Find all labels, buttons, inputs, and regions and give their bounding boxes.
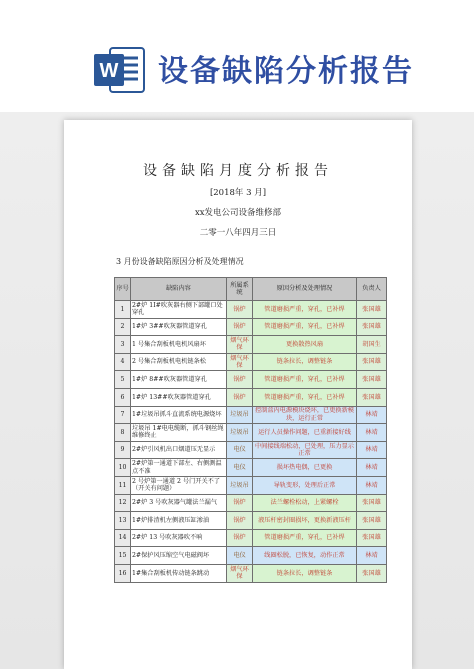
- system: 锅炉: [227, 318, 253, 336]
- analysis: 管道磨损严重，穿孔，已补焊: [253, 388, 357, 406]
- system: 锅炉: [227, 529, 253, 547]
- banner-title: 设备缺陷分析报告: [158, 54, 414, 89]
- analysis: 管道磨损严重，穿孔，已补焊: [253, 301, 357, 319]
- row-number: 7: [115, 406, 131, 424]
- defect-content: 1#炉排渣机左侧液压缸渗油: [131, 512, 227, 530]
- system: 垃圾吊: [227, 424, 253, 442]
- table-row: [115, 353, 387, 371]
- department: xx发电公司设备维修部: [194, 208, 282, 218]
- owner: 张国雄: [357, 494, 387, 512]
- defect-content: 1#炉 13##吹灰器管道穿孔: [131, 388, 227, 406]
- analysis: 运行人员操作问题，已重新接好线: [253, 424, 357, 442]
- analysis: 法兰螺栓松动，上紧螺栓: [253, 494, 357, 512]
- row-number: 11: [115, 476, 131, 494]
- header-owner: 负责人: [357, 278, 387, 301]
- table-row: [115, 529, 387, 547]
- analysis: 链条拉长，调整链条: [253, 353, 357, 371]
- analysis: 链条拉长，调整链条: [253, 564, 357, 582]
- owner: 林靖: [357, 476, 387, 494]
- owner: 张国雄: [357, 318, 387, 336]
- system: 垃圾吊: [227, 406, 253, 424]
- row-number: 16: [115, 564, 131, 582]
- table-header-row: [115, 278, 387, 301]
- table-row: [115, 547, 387, 565]
- defect-content: 1#集合刮板机传动链条跳动: [131, 564, 227, 582]
- analysis: 线圈松脱，已恢复，动作正常: [253, 547, 357, 565]
- analysis: 液压杆密封圈损坏，更换新液压杆: [253, 512, 357, 530]
- analysis: 管道磨损严重，穿孔，已补焊: [253, 318, 357, 336]
- table-row: [115, 336, 387, 354]
- defect-content: 2#炉引风机出口烟道压无显示: [131, 441, 227, 459]
- owner: 张国雄: [357, 388, 387, 406]
- defect-table: [114, 277, 387, 583]
- banner: [0, 0, 474, 112]
- analysis: 导轨变形，处理后正常: [253, 476, 357, 494]
- owner: 林靖: [357, 406, 387, 424]
- owner: 张国雄: [357, 353, 387, 371]
- owner: 张国雄: [357, 564, 387, 582]
- analysis: 管道磨损严重，穿孔，已补焊: [253, 529, 357, 547]
- row-number: 3: [115, 336, 131, 354]
- defect-content: 1#炉 8##吹灰器管道穿孔: [131, 371, 227, 389]
- system: 锅炉: [227, 494, 253, 512]
- svg-text:W: W: [99, 60, 119, 82]
- owner: 林靖: [357, 459, 387, 477]
- table-row: [115, 371, 387, 389]
- row-number: 4: [115, 353, 131, 371]
- owner: 林靖: [357, 424, 387, 442]
- system: 电仪: [227, 441, 253, 459]
- owner: 张国雄: [357, 529, 387, 547]
- table-row: [115, 301, 387, 319]
- owner: 张国雄: [357, 371, 387, 389]
- row-number: 12: [115, 494, 131, 512]
- section-title: 3 月份设备缺陷原因分析及处理情况: [116, 257, 244, 266]
- defect-content: 2#炉第一通道下部左、右侧测温点不准: [131, 459, 227, 477]
- system: 烟气环保: [227, 564, 253, 582]
- word-icon: [92, 42, 148, 98]
- analysis: 管道磨损严重，穿孔，已补焊: [253, 371, 357, 389]
- table-row: [115, 424, 387, 442]
- system: 烟气环保: [227, 336, 253, 354]
- row-number: 6: [115, 388, 131, 406]
- analysis: 更换散热风扇: [253, 336, 357, 354]
- defect-content: 垃圾吊 1#电电缆断，抓斗钢丝绳维修终止: [131, 424, 227, 442]
- row-number: 2: [115, 318, 131, 336]
- table-row: [115, 388, 387, 406]
- table-row: [115, 318, 387, 336]
- owner: 林靖: [357, 547, 387, 565]
- defect-content: 2#炉 1I#吹灰器右侧下部罐口处穿孔: [131, 301, 227, 319]
- table-row: [115, 406, 387, 424]
- report-date: 二零一八年四月三日: [199, 228, 277, 238]
- defect-content: 2#保护风压缩空气电磁阀坏: [131, 547, 227, 565]
- row-number: 5: [115, 371, 131, 389]
- system: 锅炉: [227, 301, 253, 319]
- document-page: [64, 120, 412, 669]
- system: 电仪: [227, 547, 253, 565]
- table-row: [115, 459, 387, 477]
- owner: 胡国生: [357, 336, 387, 354]
- document-title: 设备缺陷月度分析报告: [143, 163, 333, 179]
- system: 电仪: [227, 459, 253, 477]
- row-number: 8: [115, 424, 131, 442]
- table-row: [115, 476, 387, 494]
- header-content: 缺陷内容: [131, 278, 227, 301]
- analysis: 损坏热电偶，已更换: [253, 459, 357, 477]
- header-system: 所属系统: [227, 278, 253, 301]
- defect-content: 2#炉 13 号吹灰器吹不响: [131, 529, 227, 547]
- row-number: 1: [115, 301, 131, 319]
- system: 烟气环保: [227, 353, 253, 371]
- system: 锅炉: [227, 388, 253, 406]
- row-number: 13: [115, 512, 131, 530]
- row-number: 14: [115, 529, 131, 547]
- report-period: [2018年 3 月]: [209, 188, 267, 198]
- table-row: [115, 441, 387, 459]
- defect-content: 2#炉 3 号吹灰器气罐法兰漏气: [131, 494, 227, 512]
- defect-content: 1#垃圾吊抓斗直流系统电源烧坏: [131, 406, 227, 424]
- defect-content: 2 号集合刮板机电机链条松: [131, 353, 227, 371]
- table-row: [115, 564, 387, 582]
- row-number: 15: [115, 547, 131, 565]
- row-number: 10: [115, 459, 131, 477]
- analysis: 中间接线端松动，已处理，压力显示正常: [253, 441, 357, 459]
- owner: 张国雄: [357, 301, 387, 319]
- owner: 张国雄: [357, 512, 387, 530]
- table-row: [115, 494, 387, 512]
- header-analysis: 原因分析及处理情况: [253, 278, 357, 301]
- table-row: [115, 512, 387, 530]
- row-number: 9: [115, 441, 131, 459]
- header-no: 序号: [115, 278, 131, 301]
- defect-content: 2 号炉第一通道 2 号门开关不了（开关有问题）: [131, 476, 227, 494]
- defect-content: 1#炉 3##吹灰器管道穿孔: [131, 318, 227, 336]
- system: 垃圾吊: [227, 476, 253, 494]
- owner: 林靖: [357, 441, 387, 459]
- analysis: 控制盒内电源模块烧坏，已更换新模块，运行正常: [253, 406, 357, 424]
- defect-content: 1 号集合刮板机电机风扇坏: [131, 336, 227, 354]
- system: 锅炉: [227, 512, 253, 530]
- system: 锅炉: [227, 371, 253, 389]
